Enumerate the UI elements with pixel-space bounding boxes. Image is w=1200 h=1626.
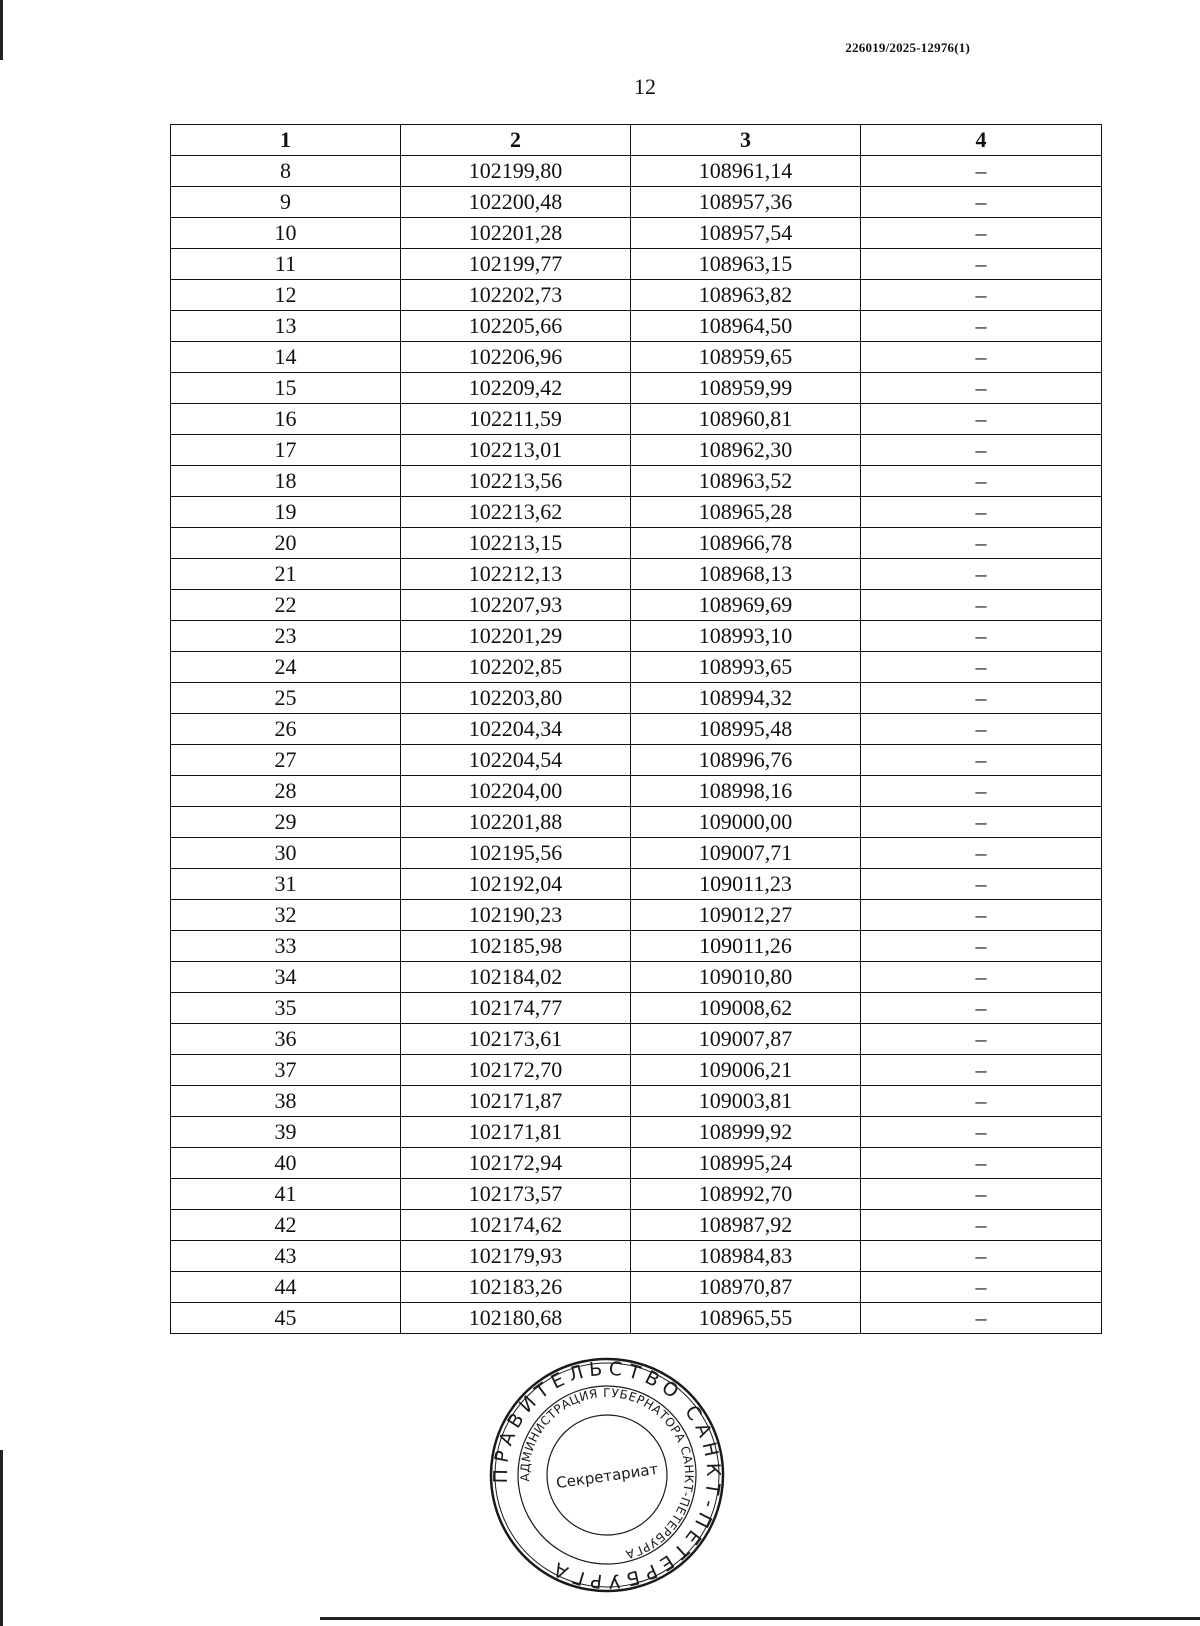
table-cell-col3: 108959,99 [631,373,861,404]
table-cell-col2: 102183,26 [401,1272,631,1303]
seal-inner-text: АДМИНИСТРАЦИЯ ГУБЕРНАТОРА САНКТ-ПЕТЕРБУРГА [517,1385,697,1562]
table-cell-col3: 108995,48 [631,714,861,745]
table-cell-col3: 108993,10 [631,621,861,652]
table-row [171,590,1102,621]
table-cell-col2: 102199,80 [401,156,631,187]
table-cell-col1: 44 [171,1272,401,1303]
table-cell-col3: 109010,80 [631,962,861,993]
column-header-4: 4 [861,125,1102,156]
table-cell-col2: 102172,94 [401,1148,631,1179]
table-row [171,156,1102,187]
table-cell-col3: 109007,71 [631,838,861,869]
table-cell-col4: – [861,900,1102,931]
table-cell-col3: 108999,92 [631,1117,861,1148]
table-cell-col1: 16 [171,404,401,435]
table-cell-col1: 39 [171,1117,401,1148]
table-row [171,1210,1102,1241]
table-cell-col2: 102171,87 [401,1086,631,1117]
table-cell-col4: – [861,838,1102,869]
table-cell-col2: 102184,02 [401,962,631,993]
table-cell-col1: 8 [171,156,401,187]
table-cell-col4: – [861,1303,1102,1334]
table-cell-col1: 28 [171,776,401,807]
table-row [171,311,1102,342]
table-cell-col4: – [861,745,1102,776]
table-cell-col4: – [861,962,1102,993]
table-cell-col4: – [861,776,1102,807]
table-cell-col1: 20 [171,528,401,559]
table-row [171,683,1102,714]
table-header-row [171,125,1102,156]
table-row [171,1117,1102,1148]
table-cell-col4: – [861,590,1102,621]
table-row [171,249,1102,280]
document-number: 226019/2025-12976(1) [845,40,970,55]
table-cell-col4: – [861,1210,1102,1241]
table-row [171,1055,1102,1086]
table-cell-col2: 102173,61 [401,1024,631,1055]
table-cell-col3: 108957,36 [631,187,861,218]
table-cell-col1: 23 [171,621,401,652]
table-cell-col4: – [861,652,1102,683]
table-cell-col3: 108998,16 [631,776,861,807]
page-number: 12 [634,74,656,99]
table-row [171,528,1102,559]
table-cell-col1: 9 [171,187,401,218]
table-cell-col2: 102185,98 [401,931,631,962]
table-cell-col1: 25 [171,683,401,714]
table-cell-col1: 15 [171,373,401,404]
table-cell-col3: 108957,54 [631,218,861,249]
table-cell-col2: 102204,00 [401,776,631,807]
table-cell-col3: 108963,52 [631,466,861,497]
table-cell-col1: 36 [171,1024,401,1055]
table-row [171,280,1102,311]
table-cell-col1: 43 [171,1241,401,1272]
table-cell-col1: 33 [171,931,401,962]
table-cell-col4: – [861,807,1102,838]
table-cell-col2: 102174,77 [401,993,631,1024]
table-cell-col2: 102192,04 [401,869,631,900]
table-cell-col1: 41 [171,1179,401,1210]
table-cell-col4: – [861,1241,1102,1272]
table-cell-col3: 108995,24 [631,1148,861,1179]
table-cell-col3: 108963,15 [631,249,861,280]
table-cell-col1: 35 [171,993,401,1024]
table-cell-col3: 109007,87 [631,1024,861,1055]
scan-edge-bottom-left [0,1450,3,1626]
table-cell-col2: 102213,56 [401,466,631,497]
table-cell-col3: 109008,62 [631,993,861,1024]
table-cell-col2: 102201,28 [401,218,631,249]
table-cell-col2: 102206,96 [401,342,631,373]
table-cell-col2: 102207,93 [401,590,631,621]
table-cell-col2: 102213,01 [401,435,631,466]
official-seal [487,1355,727,1595]
table-cell-col4: – [861,869,1102,900]
table-cell-col4: – [861,466,1102,497]
table-cell-col3: 108984,83 [631,1241,861,1272]
table-cell-col4: – [861,1272,1102,1303]
table-row [171,1086,1102,1117]
table-cell-col3: 108965,55 [631,1303,861,1334]
table-cell-col3: 108961,14 [631,156,861,187]
table-cell-col4: – [861,280,1102,311]
table-cell-col4: – [861,528,1102,559]
table-row [171,1272,1102,1303]
table-row [171,869,1102,900]
table-cell-col4: – [861,1117,1102,1148]
table-cell-col2: 102202,85 [401,652,631,683]
table-row [171,621,1102,652]
table-cell-col3: 108968,13 [631,559,861,590]
table-cell-col1: 22 [171,590,401,621]
table-cell-col4: – [861,931,1102,962]
table-cell-col2: 102205,66 [401,311,631,342]
table-row [171,1148,1102,1179]
table-body [171,156,1102,1334]
table-cell-col1: 12 [171,280,401,311]
table-row [171,497,1102,528]
table-row [171,807,1102,838]
table-cell-col3: 108959,65 [631,342,861,373]
table-row [171,435,1102,466]
table-row [171,900,1102,931]
table-cell-col2: 102209,42 [401,373,631,404]
seal-outer-text: ПРАВИТЕЛЬСТВО САНКТ-ПЕТЕРБУРГА [489,1357,725,1593]
table-cell-col3: 108993,65 [631,652,861,683]
table-cell-col1: 40 [171,1148,401,1179]
table-cell-col2: 102195,56 [401,838,631,869]
table-cell-col4: – [861,218,1102,249]
table-row [171,962,1102,993]
table-cell-col1: 30 [171,838,401,869]
table-cell-col1: 26 [171,714,401,745]
table-cell-col3: 108994,32 [631,683,861,714]
table-row [171,1024,1102,1055]
table-cell-col2: 102171,81 [401,1117,631,1148]
table-cell-col3: 109006,21 [631,1055,861,1086]
table-row [171,187,1102,218]
table-cell-col2: 102173,57 [401,1179,631,1210]
table-cell-col2: 102199,77 [401,249,631,280]
table-cell-col1: 17 [171,435,401,466]
table-cell-col3: 108964,50 [631,311,861,342]
table-cell-col1: 10 [171,218,401,249]
table-cell-col3: 108965,28 [631,497,861,528]
scan-edge-top-left [0,0,3,60]
table-cell-col2: 102172,70 [401,1055,631,1086]
coordinates-table [170,124,1102,1334]
table-cell-col1: 29 [171,807,401,838]
table-cell-col3: 109000,00 [631,807,861,838]
table-cell-col1: 32 [171,900,401,931]
table-cell-col4: – [861,497,1102,528]
scan-edge-bottom [320,1617,1200,1620]
column-header-2: 2 [401,125,631,156]
table-cell-col3: 109003,81 [631,1086,861,1117]
table-cell-col1: 45 [171,1303,401,1334]
table-cell-col4: – [861,714,1102,745]
table-cell-col1: 34 [171,962,401,993]
table-cell-col4: – [861,1179,1102,1210]
table-cell-col2: 102180,68 [401,1303,631,1334]
table-cell-col2: 102202,73 [401,280,631,311]
table-cell-col1: 38 [171,1086,401,1117]
table-cell-col1: 31 [171,869,401,900]
table-cell-col2: 102204,54 [401,745,631,776]
table-cell-col3: 108969,69 [631,590,861,621]
table-row [171,714,1102,745]
table-cell-col1: 42 [171,1210,401,1241]
table-row [171,1241,1102,1272]
table-cell-col4: – [861,621,1102,652]
table-cell-col4: – [861,435,1102,466]
table-cell-col4: – [861,373,1102,404]
table-row [171,745,1102,776]
table-cell-col2: 102190,23 [401,900,631,931]
table-cell-col1: 11 [171,249,401,280]
table-cell-col4: – [861,249,1102,280]
table-cell-col4: – [861,993,1102,1024]
table-row [171,993,1102,1024]
table-row [171,838,1102,869]
table-cell-col3: 108960,81 [631,404,861,435]
table-cell-col4: – [861,683,1102,714]
table-cell-col2: 102213,62 [401,497,631,528]
table-cell-col1: 18 [171,466,401,497]
table-cell-col4: – [861,342,1102,373]
table-cell-col2: 102201,29 [401,621,631,652]
seal-center-text: Секретариат [555,1459,660,1493]
table-row [171,652,1102,683]
table-cell-col4: – [861,1055,1102,1086]
table-cell-col3: 108996,76 [631,745,861,776]
table-cell-col4: – [861,187,1102,218]
column-header-1: 1 [171,125,401,156]
table-cell-col3: 109011,26 [631,931,861,962]
table-cell-col2: 102203,80 [401,683,631,714]
table-cell-col3: 108992,70 [631,1179,861,1210]
table-cell-col1: 24 [171,652,401,683]
table-cell-col3: 108970,87 [631,1272,861,1303]
table-cell-col3: 109012,27 [631,900,861,931]
table-cell-col3: 108963,82 [631,280,861,311]
table-cell-col4: – [861,404,1102,435]
table-cell-col1: 27 [171,745,401,776]
table-cell-col3: 108966,78 [631,528,861,559]
table-row [171,1303,1102,1334]
table-cell-col1: 19 [171,497,401,528]
table-row [171,559,1102,590]
table-cell-col1: 37 [171,1055,401,1086]
table-cell-col2: 102174,62 [401,1210,631,1241]
table-cell-col4: – [861,1024,1102,1055]
table-row [171,404,1102,435]
table-cell-col2: 102211,59 [401,404,631,435]
table-cell-col2: 102213,15 [401,528,631,559]
table-row [171,931,1102,962]
table-cell-col1: 13 [171,311,401,342]
table-row [171,218,1102,249]
table-row [171,342,1102,373]
table-cell-col4: – [861,1148,1102,1179]
table-row [171,776,1102,807]
table-cell-col3: 109011,23 [631,869,861,900]
table-cell-col2: 102201,88 [401,807,631,838]
table-cell-col3: 108962,30 [631,435,861,466]
table-row [171,1179,1102,1210]
table-cell-col1: 21 [171,559,401,590]
table-cell-col4: – [861,559,1102,590]
table-cell-col2: 102200,48 [401,187,631,218]
table-cell-col4: – [861,156,1102,187]
table-cell-col1: 14 [171,342,401,373]
table-cell-col2: 102204,34 [401,714,631,745]
table-cell-col3: 108987,92 [631,1210,861,1241]
table-row [171,373,1102,404]
table-cell-col4: – [861,311,1102,342]
table-cell-col4: – [861,1086,1102,1117]
table-cell-col2: 102179,93 [401,1241,631,1272]
column-header-3: 3 [631,125,861,156]
table-row [171,466,1102,497]
table-cell-col2: 102212,13 [401,559,631,590]
